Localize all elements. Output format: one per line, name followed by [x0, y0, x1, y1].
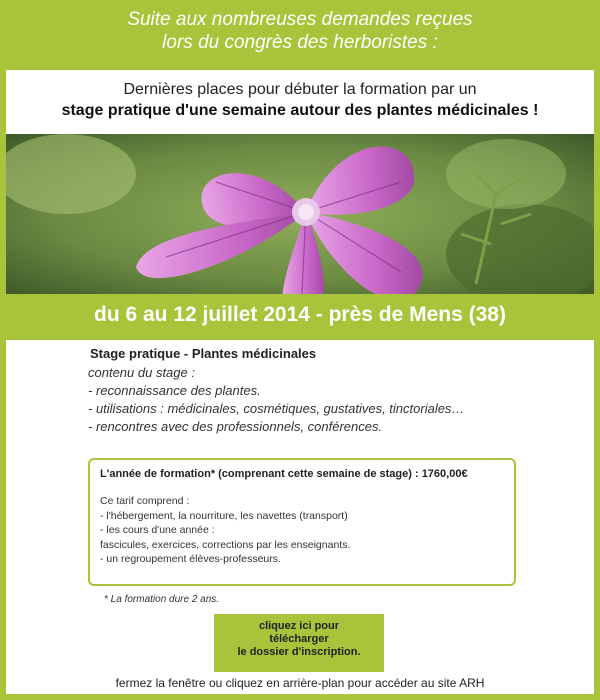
headline — [0, 8, 600, 54]
tarif-line: fascicules, exercices, corrections par les enseignants. — [100, 538, 351, 551]
content-label: contenu du stage : — [88, 365, 195, 380]
download-registration-button[interactable] — [214, 614, 384, 672]
mallow-flower-photo — [6, 134, 594, 294]
stage-content-list — [88, 364, 464, 436]
headline-line2: lors du congrès des herboristes : — [162, 32, 438, 53]
download-button-line3: le dossier d'inscription. — [237, 646, 361, 658]
footnote: * La formation dure 2 ans. — [104, 594, 220, 605]
tarif-line: Ce tarif comprend : — [100, 495, 190, 507]
intro-line2: stage pratique d'une semaine autour des plantes médicinales ! — [61, 102, 539, 119]
tarif-box — [88, 458, 516, 586]
headline-line1: Suite aux nombreuses demandes reçues — [127, 9, 473, 30]
list-item: - rencontres avec des professionnels, conférences. — [88, 419, 383, 434]
list-item: - utilisations : médicinales, cosmétiques, gustatives, tinctoriales… — [88, 401, 465, 416]
tarif-line: - l'hébergement, la nourriture, les navettes (transport) — [100, 509, 348, 522]
tarif-details — [100, 494, 504, 567]
list-item: - reconnaissance des plantes. — [88, 383, 261, 398]
stage-title: Stage pratique - Plantes médicinales — [90, 346, 317, 361]
dates-banner: du 6 au 12 juillet 2014 - près de Mens (38) — [94, 303, 506, 326]
intro-panel — [6, 70, 594, 134]
tarif-title: L'année de formation* (comprenant cette semaine de stage) : 1760,00€ — [100, 468, 468, 480]
download-button-line1: cliquez ici pour — [258, 620, 340, 632]
tarif-line: - un regroupement élèves-professeurs. — [100, 553, 281, 565]
body-panel — [6, 340, 594, 694]
intro-line1: Dernières places pour débuter la formation par un — [123, 81, 477, 98]
close-window-link[interactable]: fermez la fenêtre ou cliquez en arrière-plan pour accéder au site ARH — [115, 676, 485, 690]
download-button-line2: télécharger — [269, 633, 329, 645]
tarif-line: - les cours d'une année : — [100, 524, 215, 536]
